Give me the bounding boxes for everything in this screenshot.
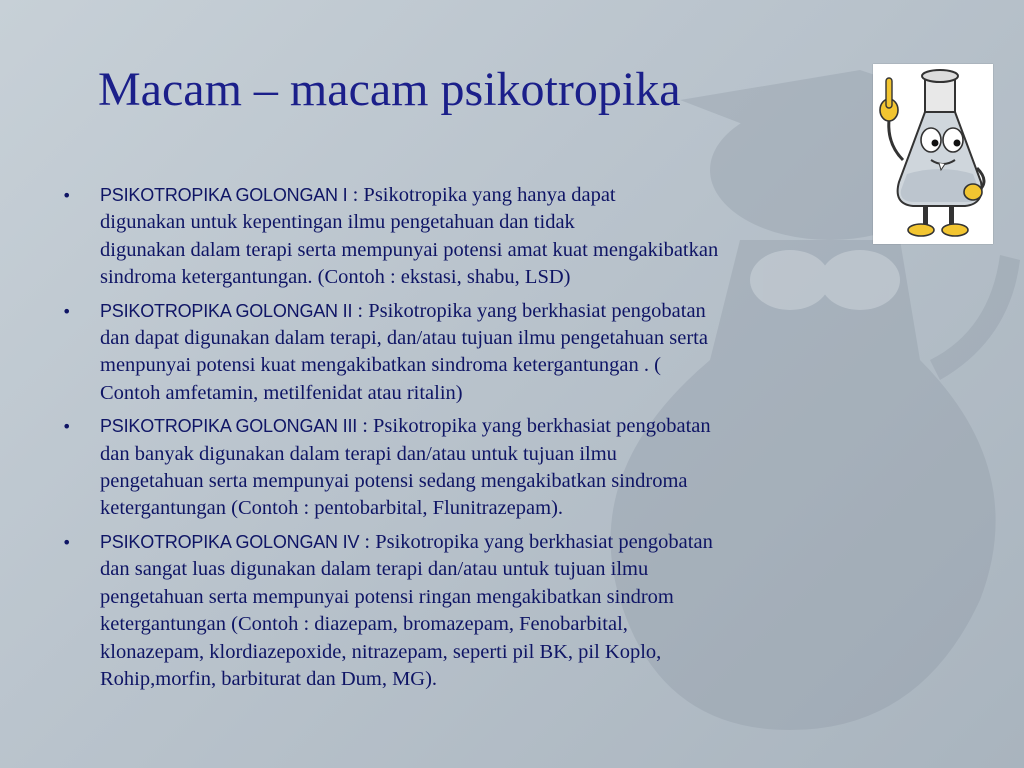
item-line: dan dapat digunakan dalam terapi, dan/atau tujuan ilmu pengetahuan serta (100, 327, 708, 350)
item-term: PSIKOTROPIKA GOLONGAN III (100, 416, 358, 437)
bullet-icon: • (62, 532, 72, 552)
item-term: PSIKOTROPIKA GOLONGAN I (100, 185, 348, 205)
list-item (62, 413, 1002, 523)
item-line: ketergantungan (Contoh : pentobarbital, Flunitrazepam). (100, 497, 564, 520)
item-line: dan sangat luas digunakan dalam terapi dan/atau untuk tujuan ilmu (100, 558, 649, 581)
item-line: : Psikotropika yang berkhasiat pengobatan (357, 415, 711, 438)
item-line: ketergantungan (Contoh : diazepam, bromazepam, Fenobarbital, (100, 613, 628, 636)
item-line: : Psikotropika yang berkhasiat pengobatan (352, 299, 706, 322)
item-line: dan banyak digunakan dalam terapi dan/atau untuk tujuan ilmu (100, 442, 617, 465)
item-line: klonazepam, klordiazepoxide, nitrazepam, seperti pil BK, pil Koplo, (100, 640, 662, 663)
bullet-list (62, 182, 1002, 699)
item-line: : Psikotropika yang berkhasiat pengobatan (359, 530, 713, 553)
item-line: menpunyai potensi kuat mengakibatkan sindroma ketergantungan . ( (100, 354, 661, 377)
item-term: PSIKOTROPIKA GOLONGAN IV (100, 531, 360, 552)
item-term: PSIKOTROPIKA GOLONGAN II (100, 300, 353, 321)
list-item (62, 182, 1002, 292)
item-line: pengetahuan serta mempunyai potensi sedang mengakibatkan sindroma (100, 470, 688, 493)
slide-title: Macam – macam psikotropika (98, 63, 681, 116)
item-line: pengetahuan serta mempunyai potensi ringan mengakibatkan sindrom (100, 585, 674, 608)
item-line: sindroma ketergantungan. (Contoh : ekstasi, shabu, LSD) (100, 266, 571, 289)
item-line: Rohip,morfin, barbiturat dan Dum, MG). (100, 667, 438, 690)
item-line: digunakan dalam terapi serta mempunyai potensi amat kuat mengakibatkan (100, 238, 719, 261)
bullet-icon: • (62, 301, 72, 321)
bullet-icon: • (62, 186, 72, 205)
list-item (62, 298, 1002, 408)
item-line: Contoh amfetamin, metilfenidat atau ritalin) (100, 381, 463, 404)
item-line: digunakan untuk kepentingan ilmu pengetahuan dan tidak (100, 211, 575, 234)
bullet-icon: • (62, 417, 72, 437)
list-item (62, 529, 1002, 693)
item-line: : Psikotropika yang hanya dapat (347, 184, 616, 206)
